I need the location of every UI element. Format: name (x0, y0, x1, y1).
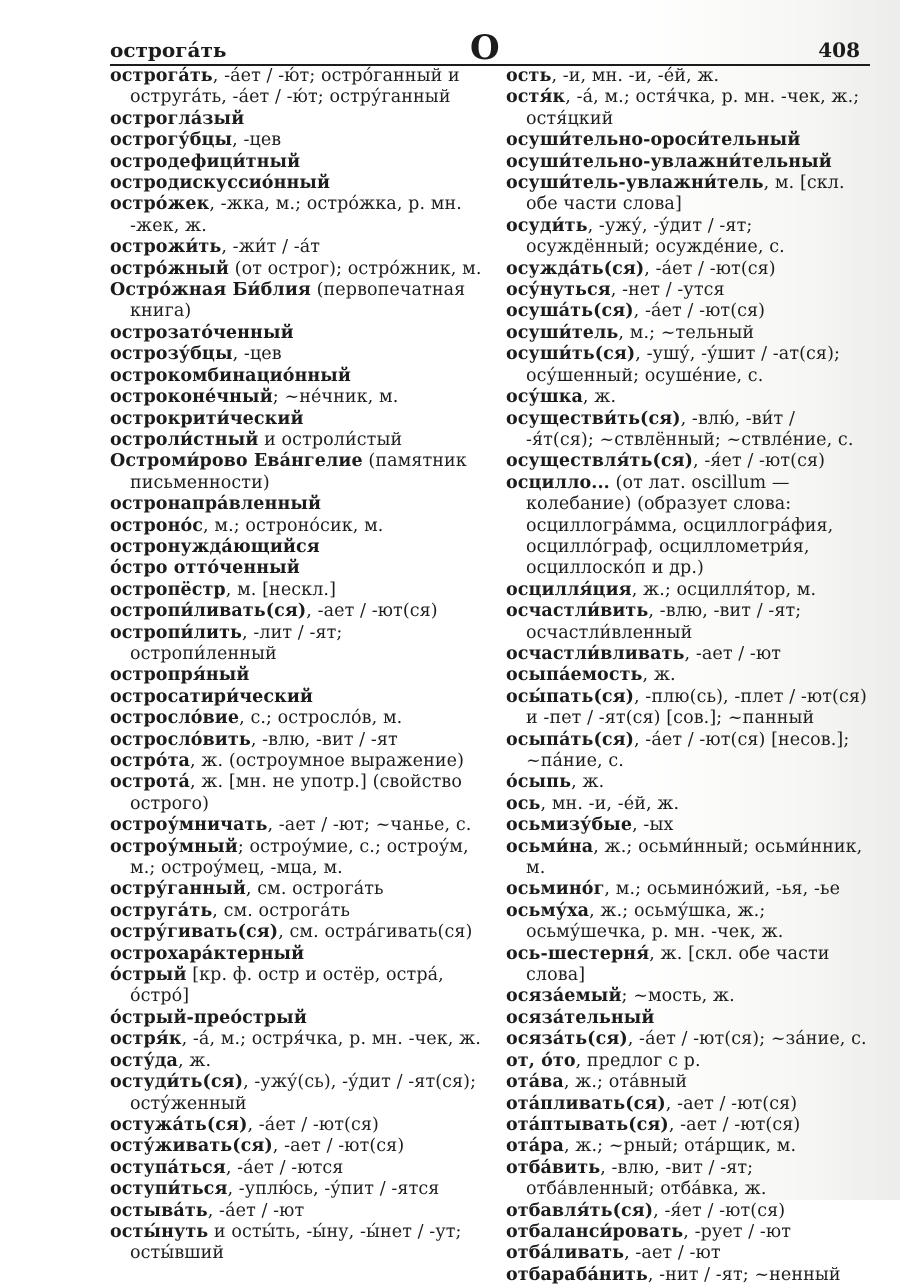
dictionary-entry (110, 66, 482, 109)
dictionary-entry (506, 986, 868, 1007)
entry-definition: , -ых (632, 815, 674, 836)
entry-headword: осьму́ха (506, 900, 590, 921)
entry-definition: , м. [скл. обе части слова] (526, 173, 845, 215)
entry-definition: , -ушу́, -у́шит / -ат(ся); осу́шенный; осушéние, с. (526, 344, 840, 386)
entry-definition: , -ает / -ют (624, 1243, 721, 1264)
entry-headword: острозу́бцы (110, 344, 233, 365)
entry-headword: остроу́мничать (110, 815, 268, 836)
entry-headword: остывáть (110, 1200, 208, 1221)
entry-headword: от, о́то (506, 1050, 576, 1071)
entry-headword: осцилло... (506, 472, 610, 493)
entry-definition: , -я́ет / -ют(ся) (693, 451, 826, 472)
right-column (506, 66, 868, 1286)
entry-headword: остроу́мный (110, 836, 238, 857)
dictionary-entry (506, 409, 868, 452)
dictionary-entry (110, 387, 482, 408)
dictionary-entry (110, 237, 482, 258)
entry-headword: остужáть(ся) (110, 1114, 248, 1135)
entry-headword: отбаланси́ровать (506, 1221, 684, 1242)
dictionary-entry (506, 1115, 868, 1136)
entry-definition: , -ает / -ют(ся) (668, 1114, 801, 1135)
entry-headword: осяза́тельный (506, 1007, 655, 1028)
entry-definition: , -áет / -ют(ся) (633, 301, 766, 322)
dictionary-entry (506, 1029, 868, 1050)
dictionary-entry (506, 1072, 868, 1093)
entry-definition: ; ~мость, ж. (621, 986, 735, 1007)
dictionary-entry (110, 430, 482, 451)
entry-definition: , -влю́, -ви́т / -я́т(ся); ~ствлённый; ~ствлéние, с. (526, 408, 854, 450)
entry-definition: , ж.; отáвный (563, 1072, 688, 1093)
dictionary-entry (110, 1222, 482, 1265)
entry-definition: , м.; ~тельный (618, 322, 755, 343)
entry-definition: , -плю(сь), -плет / -ют(ся) и -пет / -ят(ся) [сов.]; ~панный (526, 686, 867, 729)
dictionary-entry (110, 601, 482, 622)
dictionary-entry (110, 109, 482, 130)
entry-definition: , -жка, м.; остро́жка, р. мн. -жек, ж. (130, 194, 462, 236)
entry-headword: оступáться (110, 1157, 226, 1178)
entry-definition: , -ужу́(сь), -у́дит / -ят(ся); осту́женный (130, 1072, 477, 1114)
entry-headword: остру́гивать(ся) (110, 922, 279, 943)
entry-definition: , -á, м.; остря́чка, р. мн. -чек, ж. (181, 1029, 481, 1050)
entry-definition: , ж.; ~рный; отáрщик, м. (563, 1136, 797, 1157)
dictionary-entry (110, 815, 482, 836)
entry-definition: , ж. (642, 665, 676, 686)
entry-headword: остроконе́чный (110, 387, 273, 408)
dictionary-entry (506, 794, 868, 815)
dictionary-entry (110, 1179, 482, 1200)
entry-headword: остро́жный (110, 258, 229, 279)
entry-headword: остругáть (110, 900, 213, 921)
dictionary-entry (506, 152, 868, 173)
dictionary-entry (110, 537, 482, 558)
dictionary-entry (110, 772, 482, 815)
dictionary-entry (110, 1029, 482, 1050)
dictionary-entry (110, 130, 482, 151)
entry-headword: остротá (110, 772, 190, 793)
entry-definition: , см. острогáть (212, 900, 351, 921)
dictionary-entry (506, 665, 868, 686)
entry-headword: о́стрый (110, 965, 187, 986)
entry-headword: острожи́ть (110, 237, 222, 258)
entry-headword: осуждáть(ся) (506, 258, 645, 279)
entry-definition: , -нит / -ят; ~ненный (647, 1264, 841, 1285)
dictionary-entry (110, 558, 482, 579)
entry-headword: о́стро отто́ченный (110, 558, 300, 579)
entry-definition: , -жи́т / -áт (221, 237, 321, 258)
entry-headword: отбарабáнить (506, 1264, 648, 1285)
dictionary-entry (506, 901, 868, 944)
entry-headword: ось-шестерня́ (506, 943, 650, 964)
dictionary-entry (506, 216, 868, 259)
entry-definition: , -áет / -ют(ся) [несов.]; ~пáние, с. (526, 729, 850, 771)
entry-definition: , -ает / -ют(ся) (665, 1093, 798, 1114)
entry-headword: осьмизу́бые (506, 815, 633, 836)
left-column (110, 66, 482, 1265)
entry-headword: острóта (110, 751, 190, 771)
entry-headword: остропря́ный (110, 665, 250, 686)
entry-headword: остроли́стный (110, 429, 259, 450)
entry-headword: осьмино́г (506, 879, 605, 900)
dictionary-entry (110, 623, 482, 666)
entry-headword: острокрити́ческий (110, 408, 304, 429)
entry-headword: отбавля́ть(ся) (506, 1200, 654, 1221)
entry-headword: оступи́ться (110, 1179, 228, 1200)
page-number: 408 (818, 38, 860, 62)
dictionary-entry (110, 665, 482, 686)
dictionary-entry (506, 944, 868, 987)
dictionary-entry (110, 344, 482, 365)
entry-definition: , ж.; осцилля́тор, м. (631, 579, 817, 600)
dictionary-entry (506, 301, 868, 322)
dictionary-entry (506, 580, 868, 601)
entry-headword: осяза́емый (506, 986, 622, 1007)
entry-definition: , -я́ет / -ют(ся) (653, 1200, 786, 1221)
entry-definition: , ж. (остроумное выражение) (189, 751, 465, 771)
dictionary-entry (506, 772, 868, 793)
entry-headword: острослóвить (110, 729, 251, 750)
entry-headword: осты́нуть (110, 1221, 209, 1242)
dictionary-entry (506, 1136, 868, 1157)
entry-headword: осуши́тельно-ороси́тельный (506, 130, 801, 151)
entry-definition: , м.; осьмино́жий, -ья, -ье (604, 879, 841, 900)
guide-word: острогáть (110, 38, 227, 62)
entry-headword: ость (506, 66, 552, 86)
entry-headword: острохарáктерный (110, 943, 305, 964)
entry-definition: ; остроу́мие, с.; остроу́м, м.; остроу́мец, -мца, м. (130, 836, 469, 879)
entry-headword: острогáть (110, 66, 213, 86)
entry-headword: ось (506, 793, 541, 814)
entry-definition: , предлог с р. (575, 1050, 701, 1071)
entry-definition: , -влю, -вит / -ят (250, 729, 398, 750)
entry-headword: отáптывать(ся) (506, 1114, 669, 1135)
dictionary-entry (110, 879, 482, 900)
entry-definition: , -нет / -утся (610, 280, 725, 301)
entry-definition: , с.; острослóв, м. (239, 708, 403, 729)
entry-definition: , ж.; осьми́нный; осьми́нник, м. (526, 836, 863, 879)
dictionary-entry (110, 837, 482, 880)
dictionary-entry (110, 1136, 482, 1157)
entry-definition: , -уплю́сь, -у́пит / -ятся (227, 1179, 440, 1200)
entry-definition: и остроли́стый (258, 429, 403, 450)
entry-headword: осцилля́ция (506, 579, 632, 600)
entry-headword: осуши́тельно-увлажни́тельный (506, 151, 832, 172)
entry-definition: , -цев (232, 130, 282, 151)
entry-headword: осту́да (110, 1050, 178, 1071)
entry-definition: , см. острáгивать(ся) (278, 922, 473, 943)
entry-headword: осчастли́вливать (506, 643, 685, 664)
dictionary-entry (110, 259, 482, 280)
entry-definition: , -ает / -ют(ся) (272, 1136, 405, 1157)
entry-definition: , ж. [скл. обе части слова] (526, 943, 830, 986)
entry-headword: остродефици́тный (110, 151, 301, 172)
entry-definition: , мн. -и, -éй, ж. (540, 793, 680, 814)
dictionary-entry (110, 1072, 482, 1115)
dictionary-entry (506, 387, 868, 408)
dictionary-entry (110, 516, 482, 537)
entry-headword: острокомбинацио́нный (110, 365, 352, 386)
dictionary-entry (506, 344, 868, 387)
entry-headword: остропи́лить (110, 622, 243, 643)
entry-definition: , ж. (177, 1050, 212, 1071)
dictionary-entry (506, 601, 868, 644)
dictionary-entry (506, 130, 868, 151)
dictionary-entry (110, 580, 482, 601)
dictionary-entry (506, 1008, 868, 1029)
dictionary-entry (506, 879, 868, 900)
entry-headword: остро́жек (110, 194, 210, 215)
entry-headword: остродискуссио́нный (110, 173, 331, 194)
dictionary-entry (506, 259, 868, 280)
entry-headword: отбáвить (506, 1157, 601, 1178)
dictionary-entry (506, 87, 868, 130)
dictionary-entry (110, 173, 482, 194)
entry-headword: остропи́ливать(ся) (110, 601, 307, 622)
entry-definition: (от лат. oscillum — колебание) (образует слова: осциллогрáмма, осциллогрáфия, осциллóграф, осциллометри́я, осциллоскóп и др.) (526, 472, 834, 579)
entry-headword: отáра (506, 1136, 564, 1157)
dictionary-entry (110, 965, 482, 1008)
dictionary-entry (506, 1265, 868, 1286)
entry-headword: осуши́тель (506, 322, 619, 343)
dictionary-entry (506, 173, 868, 216)
entry-headword: острогу́бцы (110, 130, 233, 151)
dictionary-entry (506, 730, 868, 773)
dictionary-entry (110, 944, 482, 965)
entry-definition: , -áет / -ют (207, 1200, 305, 1221)
entry-headword: о́стрый-преóстрый (110, 1007, 307, 1028)
dictionary-entry (506, 837, 868, 880)
entry-headword: отáва (506, 1072, 564, 1093)
entry-definition: (от острог); остро́жник, м. (228, 258, 482, 279)
dictionary-entry (506, 280, 868, 301)
entry-definition: , -áет / -ют(ся) (247, 1114, 379, 1135)
entry-headword: осуди́ть (506, 215, 588, 236)
dictionary-entry (110, 1201, 482, 1222)
entry-headword: остронапрáвленный (110, 494, 322, 515)
entry-headword: осыпáть(ся) (506, 729, 634, 750)
entry-headword: острозато́ченный (110, 322, 294, 343)
dictionary-entry (506, 473, 868, 580)
entry-headword: осыпáемость (506, 665, 643, 686)
entry-headword: о́сыпь (506, 772, 572, 793)
dictionary-entry (506, 815, 868, 836)
entry-definition: , -рует / -ют (683, 1221, 792, 1242)
entry-definition: , м. [нескл.] (225, 579, 337, 600)
entry-definition: (памятник письменности) (130, 451, 467, 493)
entry-headword: отбáливать (506, 1243, 625, 1264)
entry-headword: Остро́жная Би́блия (110, 280, 311, 301)
entry-headword: остроглáзый (110, 108, 245, 129)
entry-headword: осуществля́ть(ся) (506, 451, 693, 472)
dictionary-entry (110, 152, 482, 173)
entry-definition: , -и, мн. -и, -éй, ж. (551, 66, 720, 86)
dictionary-entry (506, 687, 868, 730)
entry-definition: , -ужу́, -у́дит / -ят; осуждённый; осуждéние, с. (526, 215, 785, 258)
dictionary-entry (110, 922, 482, 943)
entry-headword: осу́шка (506, 387, 583, 408)
dictionary-entry (506, 1222, 868, 1243)
entry-definition: , -áет / -ются (225, 1157, 344, 1178)
dictionary-entry (110, 1158, 482, 1179)
entry-definition: , -влю, -вит / -ят; отбáвленный; отбáвка, ж. (526, 1157, 767, 1200)
page-header (110, 28, 866, 68)
entry-definition: , -ает / -ют; ~чанье, с. (267, 815, 472, 836)
entry-definition: , м.; остроно́сик, м. (203, 515, 384, 536)
entry-definition: , ж. (571, 772, 605, 793)
entry-headword: остроно́с (110, 515, 204, 536)
entry-definition: , -ает / -ют(ся) (306, 601, 438, 622)
entry-definition: , ж. [мн. не употр.] (свойство острого) (130, 772, 463, 814)
entry-definition: (первопечатная книга) (130, 280, 466, 322)
entry-headword: острослóвие (110, 708, 240, 729)
entry-definition: и осты́ть, -ы́ну, -ы́нет / -ут; осты́вший (130, 1221, 462, 1264)
entry-definition: , -цев (232, 344, 282, 365)
entry-definition: , см. острогáть (245, 879, 384, 900)
dictionary-entry (110, 323, 482, 344)
entry-headword: осчастли́вить (506, 601, 649, 622)
entry-headword: остря́к (110, 1029, 182, 1050)
section-letter: О (470, 28, 500, 68)
entry-definition: ; ~не́чник, м. (272, 387, 399, 408)
entry-definition: , -áет / -ю́т; остро́ганный и остругáть, -áет / -ю́т; остру́ганный (130, 66, 460, 108)
dictionary-entry (506, 66, 868, 87)
dictionary-entry (110, 366, 482, 387)
entry-headword: осуществи́ть(ся) (506, 408, 681, 429)
dictionary-entry (110, 687, 482, 708)
entry-headword: отáпливать(ся) (506, 1093, 666, 1114)
dictionary-entry (110, 708, 482, 729)
entry-headword: осы́пать(ся) (506, 686, 634, 707)
entry-headword: осту́живать(ся) (110, 1136, 273, 1157)
dictionary-entry (506, 1158, 868, 1201)
entry-headword: остронужда́ющийся (110, 536, 320, 557)
entry-headword: осяза́ть(ся) (506, 1029, 628, 1050)
entry-definition: , ж. (582, 387, 617, 408)
dictionary-entry (110, 451, 482, 494)
entry-headword: остя́к (506, 87, 566, 108)
dictionary-entry (110, 730, 482, 751)
dictionary-entry (110, 1008, 482, 1029)
dictionary-entry (506, 644, 868, 665)
entry-definition: , -á, м.; остя́чка, р. мн. -чек, ж.; остя́цкий (526, 87, 860, 129)
entry-definition: [кр. ф. остр и остёр, острá, о́стро́] (130, 965, 444, 1007)
dictionary-entry (110, 494, 482, 515)
entry-headword: остропёстр (110, 579, 226, 600)
entry-headword: осуши́ть(ся) (506, 344, 636, 365)
entry-headword: осушáть(ся) (506, 301, 634, 322)
entry-headword: осьми́на (506, 836, 594, 857)
entry-headword: осу́нуться (506, 280, 611, 301)
entry-definition: , -лит / -ят; остропи́ленный (130, 622, 343, 664)
dictionary-entry (506, 1201, 868, 1222)
dictionary-entry (506, 1094, 868, 1115)
dictionary-entry (506, 323, 868, 344)
entry-headword: остросатири́ческий (110, 686, 314, 707)
dictionary-entry (506, 451, 868, 472)
dictionary-entry (110, 751, 482, 772)
dictionary-entry (110, 409, 482, 430)
dictionary-entry (110, 901, 482, 922)
entry-definition: , -влю, -вит / -ят; осчастли́вленный (526, 601, 802, 643)
entry-definition: , ж.; осьму́шка, ж.; осьму́шечка, р. мн. -чек, ж. (526, 900, 784, 943)
dictionary-entry (110, 1051, 482, 1072)
dictionary-entry (110, 194, 482, 237)
entry-definition: , -áет / -ют(ся) (644, 258, 776, 279)
entry-headword: остуди́ть(ся) (110, 1072, 244, 1093)
dictionary-entry (506, 1051, 868, 1072)
entry-headword: остру́ганный (110, 879, 246, 900)
dictionary-entry (110, 1115, 482, 1136)
entry-headword: Остроми́рово Евáнгелие (110, 451, 363, 472)
entry-headword: осуши́тель-увлажни́тель (506, 173, 764, 194)
dictionary-entry (110, 280, 482, 323)
entry-definition: , -ает / -ют (684, 643, 782, 664)
dictionary-entry (506, 1243, 868, 1264)
entry-definition: , -áет / -ют(ся); ~зáние, с. (627, 1029, 867, 1050)
